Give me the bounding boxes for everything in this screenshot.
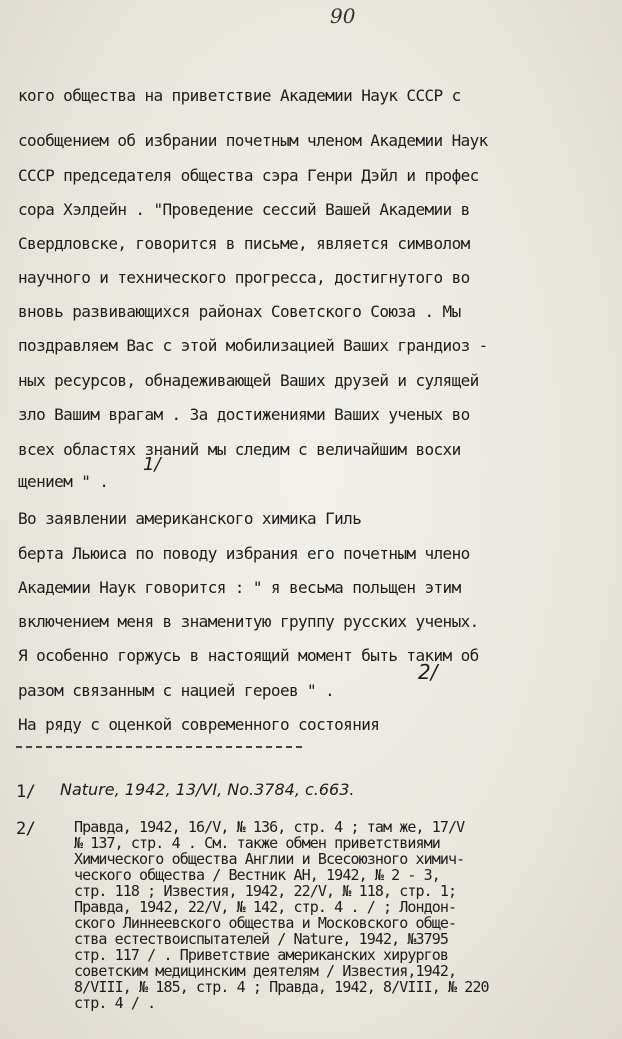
body-line: включением меня в знаменитую группу русских ученых. bbox=[18, 612, 479, 631]
body-line: берта Льюиса по поводу избрания его почетным члено bbox=[18, 544, 470, 563]
body-line: кого общества на приветствие Академии Наук СССР с bbox=[18, 86, 461, 105]
body-line: ных ресурсов, обнадеживающей Ваших друзей и сулящей bbox=[18, 371, 479, 390]
footnote-line: ства естествоиспытателей / Nature, 1942, №3795 bbox=[74, 930, 449, 948]
footnote-line: Химического общества Англии и Всесоюзного химич- bbox=[74, 850, 465, 868]
page-number: 90 bbox=[330, 4, 356, 28]
footnote-text: Nature, 1942, 13/VI, No.3784, c.663. bbox=[60, 780, 355, 799]
footnote-line: стр. 117 / . Приветствие американских хирургов bbox=[74, 946, 449, 964]
body-line: вновь развивающихся районах Советского Союза . Мы bbox=[18, 302, 461, 321]
footnote-line: № 137, стр. 4 . См. также обмен приветствиями bbox=[74, 834, 440, 852]
footnote-ref-mark: 2/ bbox=[418, 660, 438, 684]
body-line: поздравляем Вас с этой мобилизацией Ваших грандиоз - bbox=[18, 336, 488, 355]
body-line: щением " . bbox=[18, 472, 109, 491]
body-line: Я особенно горжусь в настоящий момент быть таким об bbox=[18, 646, 479, 665]
footnote-separator bbox=[16, 746, 302, 748]
footnote-marker: 1/ bbox=[16, 782, 36, 802]
body-line: На ряду с оценкой современного состояния bbox=[18, 715, 380, 734]
footnote-line: ского Линнеевского общества и Московского обще- bbox=[74, 914, 457, 932]
footnote-line: Правда, 1942, 22/V, № 142, стр. 4 . / ; Лондон- bbox=[74, 898, 457, 916]
body-line: Во заявлении американского химика Гиль bbox=[18, 509, 362, 528]
body-line: сора Хэлдейн . "Проведение сессий Вашей Академии в bbox=[18, 200, 470, 219]
footnote-line: советским медицинским деятелям / Известия,1942, bbox=[74, 962, 457, 980]
body-line: Академии Наук говорится : " я весьма польщен этим bbox=[18, 578, 461, 597]
footnote-line: стр. 118 ; Известия, 1942, 22/V, № 118, стр. 1; bbox=[74, 882, 457, 900]
body-line: научного и технического прогресса, достигнутого во bbox=[18, 268, 470, 287]
body-line: всех областях знаний мы следим с величайшим восхи bbox=[18, 440, 461, 459]
footnote-line: Правда, 1942, 16/V, № 136, стр. 4 ; там же, 17/V bbox=[74, 818, 465, 836]
body-line: сообщением об избрании почетным членом Академии Наук bbox=[18, 131, 488, 150]
footnote-line: стр. 4 / . bbox=[74, 994, 156, 1012]
footnote-line: 8/VIII, № 185, стр. 4 ; Правда, 1942, 8/VIII, № 220 bbox=[74, 978, 489, 996]
footnote-marker: 2/ bbox=[16, 819, 36, 839]
body-line: Свердловске, говорится в письме, является символом bbox=[18, 234, 470, 253]
body-line: разом связанным с нацией героев " . bbox=[18, 681, 335, 700]
footnote-ref-mark: 1/ bbox=[143, 454, 161, 475]
footnote-line: ческого общества / Вестник АН, 1942, № 2 - 3, bbox=[74, 866, 440, 884]
body-line: зло Вашим врагам . За достижениями Ваших ученых во bbox=[18, 405, 470, 424]
body-line: СССР председателя общества сэра Генри Дэйл и профес bbox=[18, 166, 479, 185]
